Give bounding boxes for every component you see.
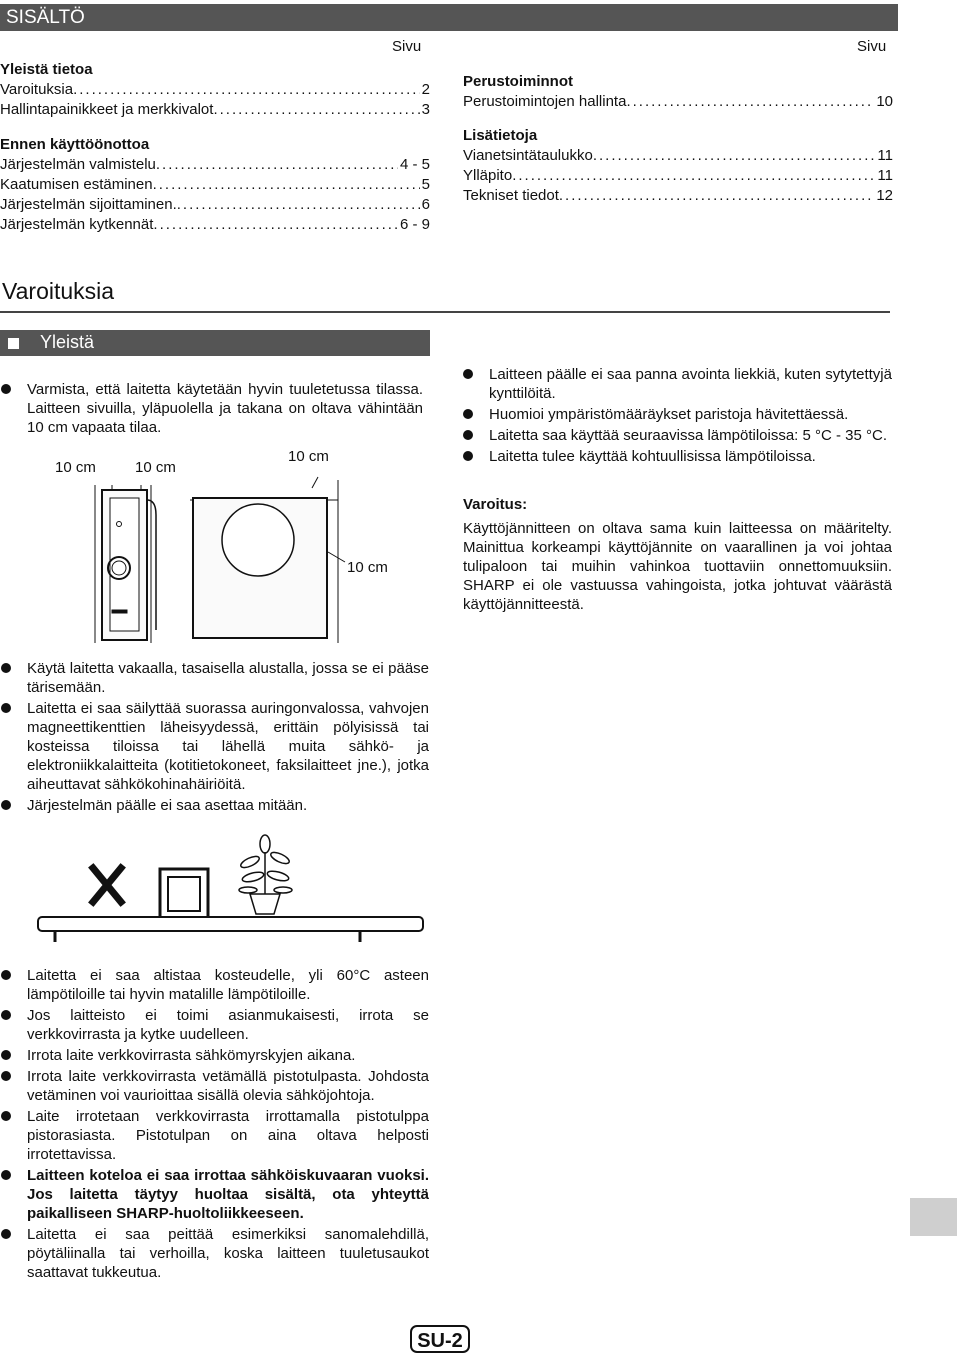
toc-entry[interactable] [463, 92, 893, 112]
toc-leader [153, 175, 420, 195]
toc-entry-page: 4 - 5 [399, 156, 430, 173]
list-item: Laitetta saa käyttää seuraavissa lämpötiloissa: 5 °C - 35 °C. [462, 426, 892, 445]
toc-entry[interactable] [0, 100, 430, 120]
toc-entry-label: Varoituksia [0, 81, 74, 98]
toc-leader [512, 166, 875, 186]
potted-plant-icon [239, 835, 292, 914]
list-item: Huomioi ympäristömääräykset paristoja hävitettäessä. [462, 405, 892, 424]
toc-entry-page: 5 [421, 176, 430, 193]
section-title: Varoituksia [2, 278, 115, 304]
warning-heading: Varoitus: [463, 496, 528, 513]
toc-entry-label: Kaatumisen estäminen [0, 176, 153, 193]
toc-entry[interactable] [0, 175, 430, 195]
toc-entry-page: 12 [876, 187, 893, 204]
dimension-line [312, 477, 318, 488]
section-rule [0, 311, 890, 313]
list-item: Laite irrotetaan verkkovirrasta irrottamalla pistotulppa pistorasiasta. Pistotulpan on aina oltava helposti irrotettavissa. [0, 1107, 429, 1164]
toc-entry-page: 6 - 9 [399, 216, 430, 233]
list-item: Käytä laitetta vakaalla, tasaisella alustalla, jossa se ei pääse tärisemään. [0, 659, 429, 697]
toc-leader [73, 80, 420, 100]
toc-entry-label: Järjestelmän sijoittaminen. [0, 196, 177, 213]
unit-top-shape [38, 917, 423, 931]
toc-heading: Lisätietoja [463, 127, 538, 144]
toc-entry-label: Perustoimintojen hallinta [463, 93, 627, 110]
page-number: SU-2 [410, 1325, 470, 1353]
clearance-figure [40, 440, 440, 645]
bullet-list-placement [0, 659, 429, 817]
toc-entry[interactable] [463, 146, 893, 166]
toc-right [463, 72, 893, 206]
clearance-label-c: 10 cm [288, 448, 329, 465]
clearance-label-b: 10 cm [135, 459, 176, 476]
list-item: Laitetta ei saa peittää esimerkiksi sanomalehdillä, pöytäliinalla tai verhoilla, koska laitteen tuuletusaukot saattavat tukkeutua. [0, 1225, 429, 1282]
list-item: Laitetta ei saa säilyttää suorassa auringonvalossa, vahvojen magneettikenttien läheisyydessä, erittäin pölyisissä tai kosteissa tiloissa tai lähellä muita sähkö- ja elektroniikkalaitteita (kotitietokoneet, faksilaitteet jne.), jotka aiheuttavat sähkökohinahäiriöitä. [0, 699, 429, 794]
list-item: Laitteen koteloa ei saa irrottaa sähköiskuvaaran vuoksi. Jos laitetta täytyy huoltaa sisältä, ota yhteyttä paikalliseen SHARP-huoltoliikkeeseen. [0, 1166, 429, 1223]
toc-entry-page: 3 [421, 101, 430, 118]
toc-left [0, 60, 430, 235]
toc-entry-page: 10 [876, 93, 893, 110]
subsection-title: Yleistä [40, 332, 95, 352]
toc-left-sivu: Sivu [392, 38, 422, 55]
sharp-logo-shape [112, 610, 127, 613]
dimension-line [328, 552, 345, 562]
clearance-label-a: 10 cm [55, 459, 96, 476]
toc-entry[interactable] [0, 215, 430, 235]
toc-entry-label: Järjestelmän kytkennät [0, 216, 154, 233]
list-item: Jos laitteisto ei toimi asianmukaisesti, irrota se verkkovirrasta ja kytke uudelleen. [0, 1006, 429, 1044]
toc-right-sivu: Sivu [857, 38, 887, 55]
toc-heading: Perustoiminnot [463, 73, 574, 90]
header-bar [0, 4, 898, 31]
bullet-list-right [462, 365, 892, 468]
toc-entry-label: Vianetsintätaulukko [463, 147, 593, 164]
list-item: Laitetta ei saa altistaa kosteudelle, yli 60°C asteen lämpötiloille tai hyvin matalille lämpötiloille. [0, 966, 429, 1004]
toc-entry-page: 11 [877, 147, 893, 164]
toc-entry-label: Hallintapainikkeet ja merkkivalot [0, 101, 214, 118]
toc-entry-label: Ylläpito [463, 167, 513, 184]
bullet-list-ventilation [0, 380, 423, 439]
list-item: Järjestelmän päälle ei saa asettaa mitään. [0, 796, 429, 815]
clearance-label-d: 10 cm [347, 559, 388, 576]
prohibited-x-icon [93, 868, 121, 902]
toc-leader [626, 92, 874, 112]
bullet-list-safety [0, 966, 429, 1284]
toc-entry[interactable] [463, 186, 893, 206]
toc-leader [153, 215, 398, 235]
list-item: Irrota laite verkkovirrasta sähkömyrskyjen aikana. [0, 1046, 429, 1065]
list-item: Irrota laite verkkovirrasta vetämällä pistotulpasta. Johdosta vetäminen voi vaurioittaa sisällä olevia sähköjohtoja. [0, 1067, 429, 1105]
toc-entry-page: 6 [421, 196, 430, 213]
square-icon [8, 338, 19, 349]
toc-entry-label: Tekniset tiedot [463, 187, 559, 204]
toc-entry[interactable] [0, 80, 430, 100]
list-item: Laitetta tulee käyttää kohtuullisissa lämpötiloissa. [462, 447, 892, 466]
toc-leader [177, 195, 420, 215]
toc-heading: Yleistä tietoa [0, 61, 93, 78]
subwoofer-driver-icon [222, 504, 294, 576]
side-tab-marker [910, 1198, 957, 1236]
subsection-bar [0, 330, 430, 356]
toc-entry-page: 11 [877, 167, 893, 184]
toc-leader [213, 100, 419, 120]
list-item: Varmista, että laitetta käytetään hyvin tuuletetussa tilassa. Laitteen sivuilla, yläpuolella ja takana on oltava vähintään 10 cm vapaata tilaa. [0, 380, 423, 437]
toc-entry[interactable] [0, 195, 430, 215]
toc-leader [559, 186, 874, 206]
toc-leader [593, 146, 876, 166]
toc-entry[interactable] [463, 166, 893, 186]
list-item: Laitteen päälle ei saa panna avointa liekkiä, kuten sytytettyjä kynttilöitä. [462, 365, 892, 403]
warning-text: Käyttöjännitteen on oltava sama kuin laitteessa on määritelty. Mainittua korkeampi käyttöjännite on vaarallinen ja voi johtaa tulipaloon tai muihin vahinkoa tuottaviin onnettomuuksiin. SHARP ei ole vastuussa vahingoista, jotka johtuvat väärästä käyttöjännitteestä. [463, 520, 892, 613]
toc-entry-page: 2 [421, 81, 430, 98]
header-title: SISÄLTÖ [6, 7, 85, 28]
toc-heading: Ennen käyttöönottoa [0, 136, 150, 153]
toc-leader [156, 155, 398, 175]
toc-entry-label: Järjestelmän valmistelu [0, 156, 156, 173]
no-objects-figure [35, 832, 435, 944]
toc-entry[interactable] [0, 155, 430, 175]
